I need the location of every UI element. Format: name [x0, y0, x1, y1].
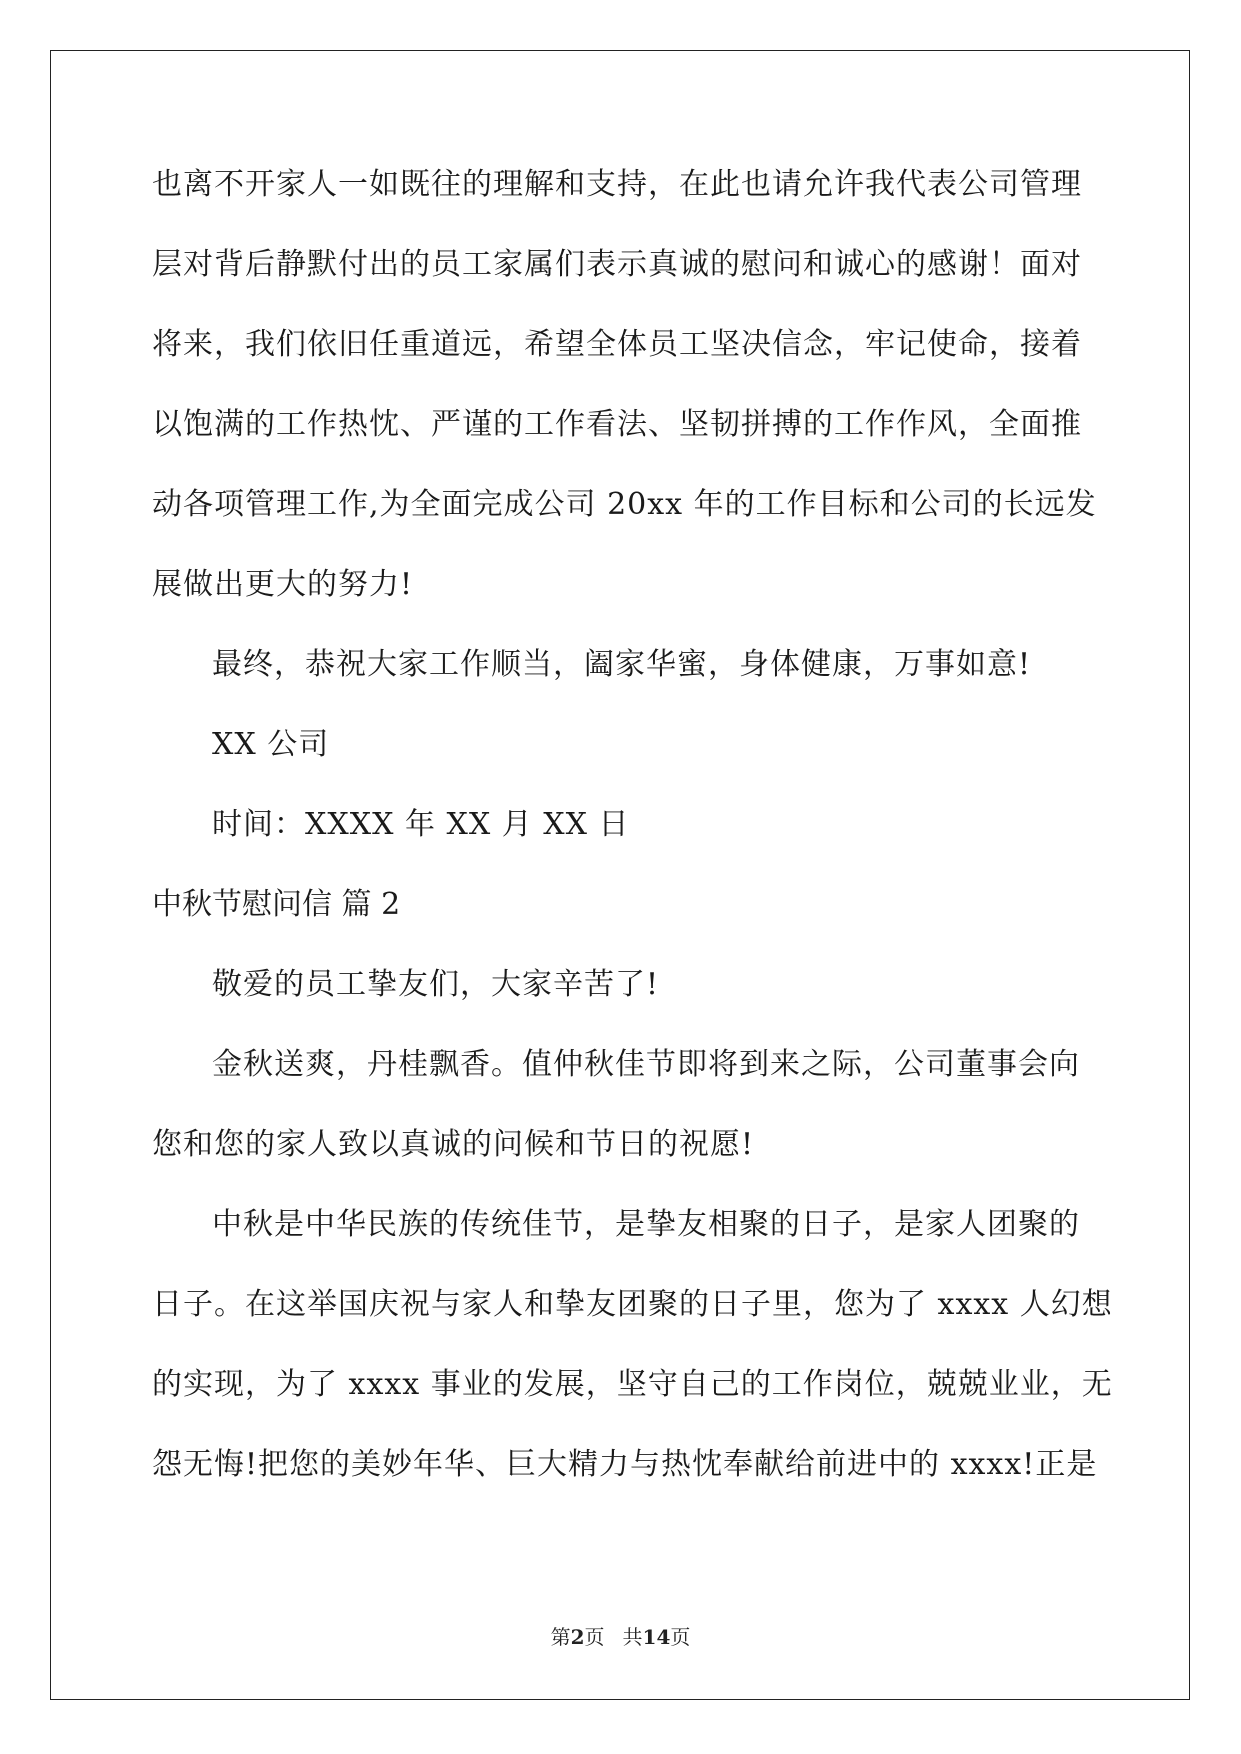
salutation: 敬爱的员工挚友们，大家辛苦了!	[212, 967, 660, 1002]
closing-wishes: 最终，恭祝大家工作顺当，阖家华蜜，身体健康，万事如意!	[212, 647, 1032, 682]
paragraph-line: 的实现，为了 xxxx 事业的发展，坚守自己的工作岗位，兢兢业业，无	[152, 1367, 1113, 1402]
page-footer	[0, 1625, 1241, 1649]
signature-date: 时间：XXXX 年 XX 月 XX 日	[212, 807, 630, 842]
paragraph-line: 动各项管理工作,为全面完成公司 20xx 年的工作目标和公司的长远发	[152, 487, 1097, 522]
paragraph-line: 您和您的家人致以真诚的问候和节日的祝愿!	[152, 1127, 755, 1162]
paragraph-line: 层对背后静默付出的员工家属们表示真诚的慰问和诚心的感谢！面对	[152, 247, 1082, 282]
paragraph-line: 日子。在这举国庆祝与家人和挚友团聚的日子里，您为了 xxxx 人幻想	[152, 1287, 1113, 1322]
paragraph-line: 展做出更大的努力!	[152, 567, 414, 602]
signature-company: XX 公司	[212, 727, 330, 762]
paragraph-line: 中秋是中华民族的传统佳节，是挚友相聚的日子，是家人团聚的	[212, 1207, 1080, 1242]
page-number: 2	[570, 1625, 585, 1649]
paragraph-line: 将来，我们依旧任重道远，希望全体员工坚决信念，牢记使命，接着	[152, 327, 1082, 362]
page-prefix: 第	[550, 1625, 571, 1649]
total-prefix: 共	[622, 1625, 643, 1649]
paragraph-line: 金秋送爽，丹桂飘香。值仲秋佳节即将到来之际，公司董事会向	[212, 1047, 1080, 1082]
total-suffix: 页	[670, 1625, 691, 1649]
page-suffix: 页	[584, 1625, 605, 1649]
paragraph-line: 也离不开家人一如既往的理解和支持，在此也请允许我代表公司管理	[152, 167, 1082, 202]
paragraph-line: 怨无悔!把您的美妙年华、巨大精力与热忱奉献给前进中的 xxxx!正是	[152, 1447, 1098, 1482]
document-body	[152, 160, 1113, 1520]
section-heading: 中秋节慰问信 篇 2	[152, 887, 401, 922]
paragraph-line: 以饱满的工作热忱、严谨的工作看法、坚韧拼搏的工作作风，全面推	[152, 407, 1082, 442]
total-pages: 14	[642, 1625, 671, 1649]
